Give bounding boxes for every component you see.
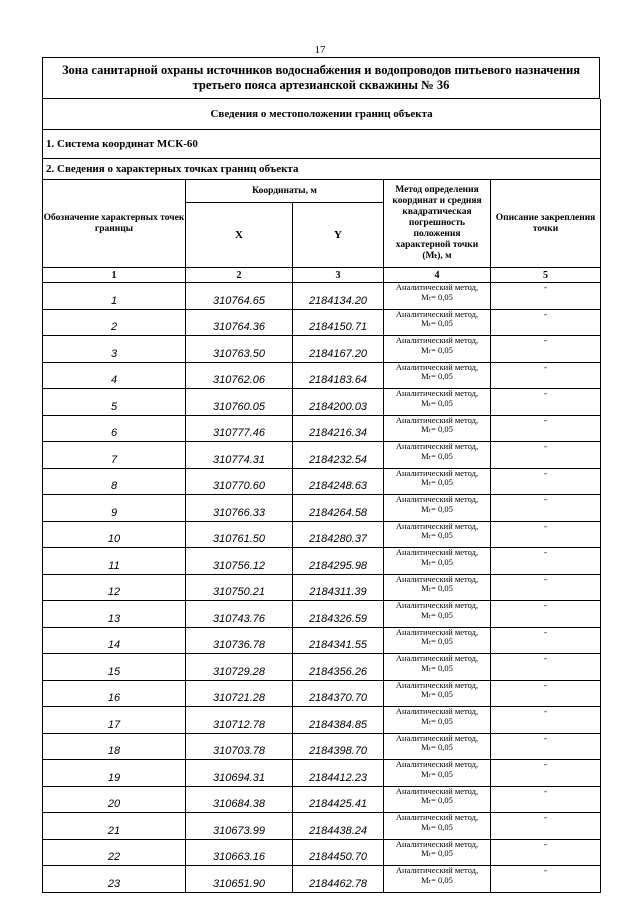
method-cell: [384, 495, 491, 522]
accuracy-text: Mₜ= 0,05: [421, 795, 453, 805]
method-cell: [384, 680, 491, 707]
method-cell: [384, 760, 491, 787]
page-number: 17: [314, 44, 326, 56]
description-cell: -: [491, 442, 601, 469]
coord-y: 2184356.26: [293, 654, 384, 681]
method-text: Аналитический метод,: [395, 308, 479, 319]
accuracy-text: Mₜ= 0,05: [421, 689, 453, 699]
title-line-2: третьего пояса артезианской скважины № 36: [192, 78, 450, 92]
coord-y: 2184398.70: [293, 733, 384, 760]
coord-y: 2184450.70: [293, 839, 384, 866]
section-title: Сведения о местоположении границ объекта: [43, 99, 601, 130]
point-id: 12: [43, 574, 186, 601]
point-id: 1: [43, 283, 186, 310]
method-cell: [384, 362, 491, 389]
table-row: [43, 336, 601, 363]
method-text: Аналитический метод,: [395, 282, 479, 292]
point-id: 19: [43, 760, 186, 787]
coord-y: 2184183.64: [293, 362, 384, 389]
accuracy-text: Mₜ= 0,05: [421, 477, 453, 487]
method-text: Аналитический метод,: [395, 732, 479, 743]
coord-y: 2184425.41: [293, 786, 384, 813]
description-cell: -: [491, 309, 601, 336]
coord-x: 310777.46: [186, 415, 293, 442]
coord-y: 2184216.34: [293, 415, 384, 442]
coord-y: 2184326.59: [293, 601, 384, 628]
coord-x: 310761.50: [186, 521, 293, 548]
description-cell: -: [491, 468, 601, 495]
coord-x: 310736.78: [186, 627, 293, 654]
point-id: 13: [43, 601, 186, 628]
table-row: [43, 707, 601, 734]
table-row: [43, 574, 601, 601]
coord-y: 2184134.20: [293, 283, 384, 310]
description-cell: -: [491, 362, 601, 389]
description-cell: -: [491, 733, 601, 760]
method-text: Аналитический метод,: [395, 573, 479, 584]
description-cell: -: [491, 601, 601, 628]
point-id: 9: [43, 495, 186, 522]
description-cell: -: [491, 839, 601, 866]
accuracy-text: Mₜ= 0,05: [421, 530, 453, 540]
table-row: [43, 442, 601, 469]
point-id: 18: [43, 733, 186, 760]
column-number-2: 2: [186, 268, 293, 283]
coord-x: 310774.31: [186, 442, 293, 469]
coord-x: 310663.16: [186, 839, 293, 866]
method-text: Аналитический метод,: [395, 335, 479, 345]
table-row: [43, 760, 601, 787]
method-text: Аналитический метод,: [395, 441, 479, 451]
table-row: [43, 866, 601, 893]
point-id: 4: [43, 362, 186, 389]
accuracy-text: Mₜ= 0,05: [421, 344, 453, 355]
header-y: Y: [293, 203, 384, 268]
point-id: 2: [43, 309, 186, 336]
accuracy-text: Mₜ= 0,05: [421, 583, 453, 593]
accuracy-text: Mₜ= 0,05: [421, 874, 453, 885]
coord-y: 2184232.54: [293, 442, 384, 469]
description-cell: -: [491, 336, 601, 363]
header-method: [384, 180, 491, 268]
accuracy-text: Mₜ= 0,05: [421, 397, 453, 408]
method-text: Аналитический метод,: [395, 759, 479, 769]
point-id: 6: [43, 415, 186, 442]
coord-x: 310764.65: [186, 283, 293, 310]
accuracy-text: Mₜ= 0,05: [421, 821, 453, 832]
table-row: [43, 309, 601, 336]
method-cell: [384, 521, 491, 548]
table-row: [43, 415, 601, 442]
header-method-line-5: положения: [413, 229, 461, 239]
method-cell: [384, 813, 491, 840]
point-id: 11: [43, 548, 186, 575]
table-row: [43, 813, 601, 840]
description-cell: -: [491, 389, 601, 416]
table-row: [43, 654, 601, 681]
method-cell: [384, 866, 491, 893]
method-text: Аналитический метод,: [395, 812, 479, 822]
description-cell: -: [491, 813, 601, 840]
table-row: [43, 680, 601, 707]
method-text: Аналитический метод,: [395, 785, 479, 796]
accuracy-text: Mₜ= 0,05: [421, 556, 453, 567]
coord-y: 2184462.78: [293, 866, 384, 893]
column-number-3: 3: [293, 268, 384, 283]
coord-x: 310770.60: [186, 468, 293, 495]
method-cell: [384, 786, 491, 813]
accuracy-text: Mₜ= 0,05: [421, 848, 453, 858]
method-text: Аналитический метод,: [395, 679, 479, 690]
column-number-5: 5: [491, 268, 601, 283]
coord-x: 310703.78: [186, 733, 293, 760]
column-number-4: 4: [384, 268, 491, 283]
description-cell: -: [491, 574, 601, 601]
coord-x: 310684.38: [186, 786, 293, 813]
method-text: Аналитический метод,: [395, 494, 479, 504]
column-number-1: 1: [43, 268, 186, 283]
accuracy-text: Mₜ= 0,05: [421, 371, 453, 381]
description-cell: -: [491, 627, 601, 654]
coord-x: 310673.99: [186, 813, 293, 840]
table-row: [43, 389, 601, 416]
header-coordinates: Координаты, м: [186, 180, 384, 203]
point-id: 20: [43, 786, 186, 813]
coord-y: 2184280.37: [293, 521, 384, 548]
table-row: [43, 786, 601, 813]
coord-y: 2184295.98: [293, 548, 384, 575]
coord-x: 310651.90: [186, 866, 293, 893]
method-cell: [384, 574, 491, 601]
point-id: 15: [43, 654, 186, 681]
coord-x: 310694.31: [186, 760, 293, 787]
method-text: Аналитический метод,: [395, 414, 479, 425]
method-cell: [384, 442, 491, 469]
point-id: 10: [43, 521, 186, 548]
coord-y: 2184438.24: [293, 813, 384, 840]
point-id: 23: [43, 866, 186, 893]
description-cell: -: [491, 680, 601, 707]
coord-y: 2184311.39: [293, 574, 384, 601]
table-row: [43, 601, 601, 628]
boundary-table: [42, 99, 601, 893]
accuracy-text: Mₜ= 0,05: [421, 609, 453, 620]
method-text: Аналитический метод,: [395, 547, 479, 557]
method-cell: [384, 389, 491, 416]
accuracy-text: Mₜ= 0,05: [421, 503, 453, 514]
coord-y: 2184167.20: [293, 336, 384, 363]
title-line-1: Зона санитарной охраны источников водоснабжения и водопроводов питьевого назначения: [61, 63, 581, 77]
method-cell: [384, 415, 491, 442]
point-id: 7: [43, 442, 186, 469]
coord-y: 2184150.71: [293, 309, 384, 336]
coord-x: 310756.12: [186, 548, 293, 575]
accuracy-text: Mₜ= 0,05: [421, 291, 453, 302]
coord-y: 2184412.23: [293, 760, 384, 787]
description-cell: -: [491, 283, 601, 310]
table-row: [43, 627, 601, 654]
table-row: [43, 521, 601, 548]
header-point-designation: Обозначение характерных точек границы: [43, 180, 186, 268]
header-method-line-1: Метод определения: [395, 185, 479, 195]
method-text: Аналитический метод,: [395, 626, 479, 637]
coordinate-system: 1. Система координат МСК-60: [43, 130, 601, 159]
coord-x: 310763.50: [186, 336, 293, 363]
accuracy-text: Mₜ= 0,05: [421, 450, 453, 461]
description-cell: -: [491, 521, 601, 548]
accuracy-text: Mₜ= 0,05: [421, 715, 453, 726]
document-title: [43, 58, 600, 99]
description-cell: -: [491, 786, 601, 813]
accuracy-text: Mₜ= 0,05: [421, 768, 453, 779]
points-section-title: 2. Сведения о характерных точках границ объекта: [43, 159, 601, 180]
accuracy-text: Mₜ= 0,05: [421, 636, 453, 646]
coord-x: 310766.33: [186, 495, 293, 522]
coord-x: 310712.78: [186, 707, 293, 734]
accuracy-text: Mₜ= 0,05: [421, 662, 453, 673]
coord-x: 310760.05: [186, 389, 293, 416]
description-cell: -: [491, 495, 601, 522]
point-id: 8: [43, 468, 186, 495]
method-cell: [384, 654, 491, 681]
header-x: X: [186, 203, 293, 268]
method-cell: [384, 309, 491, 336]
method-text: Аналитический метод,: [395, 361, 479, 372]
description-cell: -: [491, 760, 601, 787]
method-cell: [384, 627, 491, 654]
table-row: [43, 283, 601, 310]
method-text: Аналитический метод,: [395, 865, 479, 875]
description-cell: -: [491, 415, 601, 442]
header-description: Описание закрепления точки: [491, 180, 601, 268]
table-row: [43, 548, 601, 575]
coord-x: 310762.06: [186, 362, 293, 389]
point-id: 5: [43, 389, 186, 416]
description-cell: -: [491, 548, 601, 575]
coord-y: 2184370.70: [293, 680, 384, 707]
method-cell: [384, 733, 491, 760]
header-method-line-7: (Mₜ), м: [422, 251, 452, 261]
table-row: [43, 733, 601, 760]
coord-x: 310750.21: [186, 574, 293, 601]
accuracy-text: Mₜ= 0,05: [421, 424, 453, 434]
method-cell: [384, 336, 491, 363]
method-text: Аналитический метод,: [395, 838, 479, 849]
coord-y: 2184200.03: [293, 389, 384, 416]
method-text: Аналитический метод,: [395, 706, 479, 716]
point-id: 21: [43, 813, 186, 840]
accuracy-text: Mₜ= 0,05: [421, 742, 453, 752]
point-id: 17: [43, 707, 186, 734]
method-text: Аналитический метод,: [395, 653, 479, 663]
method-text: Аналитический метод,: [395, 388, 479, 398]
method-cell: [384, 707, 491, 734]
method-cell: [384, 839, 491, 866]
accuracy-text: Mₜ= 0,05: [421, 318, 453, 328]
header-method-line-2: координат и средняя: [392, 196, 482, 206]
coord-x: 310764.36: [186, 309, 293, 336]
description-cell: -: [491, 707, 601, 734]
coord-y: 2184341.55: [293, 627, 384, 654]
description-cell: -: [491, 654, 601, 681]
title-table: [42, 57, 600, 99]
method-cell: [384, 283, 491, 310]
point-rows: [43, 283, 601, 893]
coord-y: 2184384.85: [293, 707, 384, 734]
coord-x: 310729.28: [186, 654, 293, 681]
table-row: [43, 362, 601, 389]
coord-x: 310743.76: [186, 601, 293, 628]
table-row: [43, 468, 601, 495]
header-method-line-4: погрешность: [408, 218, 466, 228]
table-row: [43, 839, 601, 866]
table-row: [43, 495, 601, 522]
method-cell: [384, 468, 491, 495]
method-cell: [384, 601, 491, 628]
method-text: Аналитический метод,: [395, 600, 479, 610]
method-cell: [384, 548, 491, 575]
point-id: 14: [43, 627, 186, 654]
point-id: 3: [43, 336, 186, 363]
description-cell: -: [491, 866, 601, 893]
document-sheet: [42, 57, 600, 893]
coord-y: 2184264.58: [293, 495, 384, 522]
point-id: 16: [43, 680, 186, 707]
coord-x: 310721.28: [186, 680, 293, 707]
method-text: Аналитический метод,: [395, 520, 479, 531]
coord-y: 2184248.63: [293, 468, 384, 495]
method-text: Аналитический метод,: [395, 467, 479, 478]
header-method-line-3: квадратическая: [402, 207, 472, 217]
header-method-line-6: характерной точки: [395, 240, 479, 250]
point-id: 22: [43, 839, 186, 866]
